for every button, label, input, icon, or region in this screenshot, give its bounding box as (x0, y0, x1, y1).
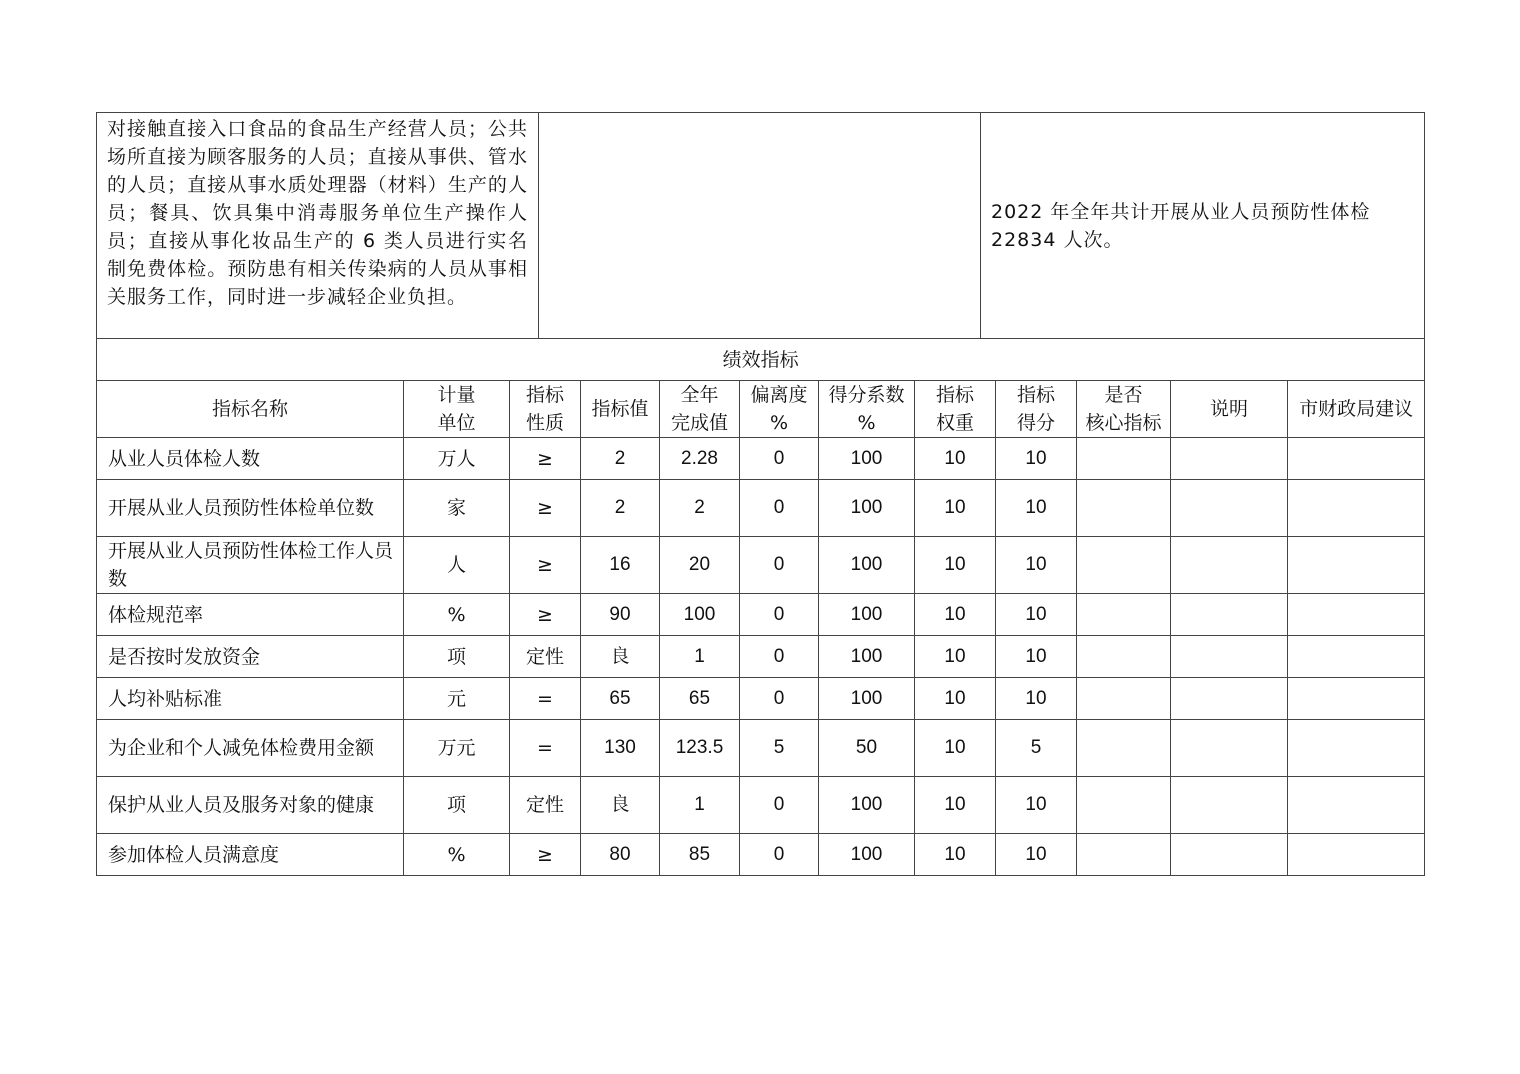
cell-weight: 10 (915, 777, 996, 834)
cell-core (1077, 594, 1171, 636)
header-core: 是否 核心指标 (1077, 381, 1171, 438)
cell-name: 参加体检人员满意度 (97, 834, 404, 876)
cell-coef: 100 (819, 537, 915, 594)
header-coef: 得分系数 % (819, 381, 915, 438)
section-title: 绩效指标 (97, 339, 1425, 381)
cell-coef: 100 (819, 678, 915, 720)
header-target: 指标值 (581, 381, 660, 438)
cell-core (1077, 834, 1171, 876)
cell-score: 10 (996, 480, 1077, 537)
cell-bureau (1288, 438, 1425, 480)
cell-actual: 20 (660, 537, 740, 594)
cell-name: 开展从业人员预防性体检工作人员数 (97, 537, 404, 594)
document-page (96, 112, 1424, 876)
indicator-table (96, 338, 1425, 876)
cell-target: 16 (581, 537, 660, 594)
top-table (96, 112, 1425, 339)
cell-nature: = (510, 678, 581, 720)
table-row (97, 678, 1425, 720)
table-row (97, 537, 1425, 594)
cell-bureau (1288, 678, 1425, 720)
cell-weight: 10 (915, 678, 996, 720)
header-row (97, 381, 1425, 438)
cell-note (1171, 720, 1288, 777)
cell-note (1171, 678, 1288, 720)
cell-nature: 定性 (510, 777, 581, 834)
cell-core (1077, 636, 1171, 678)
cell-deviation: 0 (740, 834, 819, 876)
middle-cell (539, 113, 981, 339)
cell-core (1077, 438, 1171, 480)
cell-unit: 万元 (404, 720, 510, 777)
table-row (97, 834, 1425, 876)
cell-actual: 1 (660, 636, 740, 678)
cell-name: 为企业和个人减免体检费用金额 (97, 720, 404, 777)
cell-name: 是否按时发放资金 (97, 636, 404, 678)
cell-note (1171, 438, 1288, 480)
cell-actual: 1 (660, 777, 740, 834)
cell-note (1171, 777, 1288, 834)
cell-score: 10 (996, 678, 1077, 720)
description-cell: 对接触直接入口食品的食品生产经营人员；公共场所直接为顾客服务的人员；直接从事供、管水的人员；直接从事水质处理器（材料）生产的人员；餐具、饮具集中消毒服务单位生产操作人员；直接从事化妆品生产的 6 类人员进行实名制免费体检。预防患有相关传染病的人员从事相关服务工作，同时进一步减轻企业负担。 (97, 113, 539, 339)
cell-coef: 100 (819, 777, 915, 834)
cell-actual: 2 (660, 480, 740, 537)
cell-bureau (1288, 636, 1425, 678)
table-row (97, 438, 1425, 480)
cell-target: 65 (581, 678, 660, 720)
cell-bureau (1288, 834, 1425, 876)
cell-unit: 人 (404, 537, 510, 594)
table-row (97, 720, 1425, 777)
cell-target: 2 (581, 438, 660, 480)
cell-bureau (1288, 777, 1425, 834)
cell-unit: 项 (404, 777, 510, 834)
cell-note (1171, 480, 1288, 537)
cell-actual: 2.28 (660, 438, 740, 480)
cell-score: 10 (996, 438, 1077, 480)
header-nature: 指标 性质 (510, 381, 581, 438)
cell-nature: ≥ (510, 438, 581, 480)
cell-core (1077, 777, 1171, 834)
cell-target: 2 (581, 480, 660, 537)
cell-actual: 65 (660, 678, 740, 720)
cell-coef: 50 (819, 720, 915, 777)
cell-coef: 100 (819, 594, 915, 636)
cell-target: 良 (581, 777, 660, 834)
cell-deviation: 5 (740, 720, 819, 777)
cell-deviation: 0 (740, 480, 819, 537)
cell-coef: 100 (819, 480, 915, 537)
cell-score: 10 (996, 777, 1077, 834)
description-row (97, 113, 1425, 339)
cell-unit: 项 (404, 636, 510, 678)
cell-core (1077, 480, 1171, 537)
cell-name: 保护从业人员及服务对象的健康 (97, 777, 404, 834)
header-name: 指标名称 (97, 381, 404, 438)
cell-weight: 10 (915, 480, 996, 537)
table-row (97, 636, 1425, 678)
cell-core (1077, 537, 1171, 594)
cell-target: 130 (581, 720, 660, 777)
cell-core (1077, 678, 1171, 720)
cell-score: 10 (996, 636, 1077, 678)
cell-score: 10 (996, 594, 1077, 636)
cell-deviation: 0 (740, 438, 819, 480)
cell-weight: 10 (915, 594, 996, 636)
cell-actual: 123.5 (660, 720, 740, 777)
cell-deviation: 0 (740, 777, 819, 834)
cell-coef: 100 (819, 834, 915, 876)
cell-nature: ≥ (510, 537, 581, 594)
header-bureau: 市财政局建议 (1288, 381, 1425, 438)
cell-nature: ≥ (510, 594, 581, 636)
cell-nature: 定性 (510, 636, 581, 678)
section-title-row (97, 339, 1425, 381)
cell-target: 良 (581, 636, 660, 678)
header-score: 指标 得分 (996, 381, 1077, 438)
cell-actual: 85 (660, 834, 740, 876)
cell-weight: 10 (915, 537, 996, 594)
header-weight: 指标 权重 (915, 381, 996, 438)
cell-note (1171, 537, 1288, 594)
header-note: 说明 (1171, 381, 1288, 438)
cell-actual: 100 (660, 594, 740, 636)
cell-name: 开展从业人员预防性体检单位数 (97, 480, 404, 537)
cell-unit: % (404, 834, 510, 876)
cell-weight: 10 (915, 834, 996, 876)
table-row (97, 777, 1425, 834)
cell-target: 90 (581, 594, 660, 636)
cell-name: 人均补贴标准 (97, 678, 404, 720)
cell-coef: 100 (819, 438, 915, 480)
cell-note (1171, 594, 1288, 636)
cell-coef: 100 (819, 636, 915, 678)
cell-bureau (1288, 480, 1425, 537)
cell-weight: 10 (915, 636, 996, 678)
table-row (97, 480, 1425, 537)
cell-unit: 万人 (404, 438, 510, 480)
header-unit: 计量 单位 (404, 381, 510, 438)
cell-core (1077, 720, 1171, 777)
cell-deviation: 0 (740, 537, 819, 594)
cell-nature: = (510, 720, 581, 777)
cell-nature: ≥ (510, 834, 581, 876)
result-cell: 2022 年全年共计开展从业人员预防性体检 22834 人次。 (981, 113, 1425, 339)
cell-score: 5 (996, 720, 1077, 777)
cell-weight: 10 (915, 438, 996, 480)
cell-note (1171, 834, 1288, 876)
cell-target: 80 (581, 834, 660, 876)
cell-unit: 家 (404, 480, 510, 537)
cell-deviation: 0 (740, 594, 819, 636)
cell-deviation: 0 (740, 678, 819, 720)
cell-nature: ≥ (510, 480, 581, 537)
cell-deviation: 0 (740, 636, 819, 678)
cell-weight: 10 (915, 720, 996, 777)
cell-bureau (1288, 594, 1425, 636)
table-row (97, 594, 1425, 636)
cell-unit: % (404, 594, 510, 636)
cell-bureau (1288, 537, 1425, 594)
header-actual: 全年 完成值 (660, 381, 740, 438)
cell-unit: 元 (404, 678, 510, 720)
cell-note (1171, 636, 1288, 678)
cell-name: 体检规范率 (97, 594, 404, 636)
cell-name: 从业人员体检人数 (97, 438, 404, 480)
header-deviation: 偏离度 % (740, 381, 819, 438)
cell-score: 10 (996, 834, 1077, 876)
cell-bureau (1288, 720, 1425, 777)
cell-score: 10 (996, 537, 1077, 594)
